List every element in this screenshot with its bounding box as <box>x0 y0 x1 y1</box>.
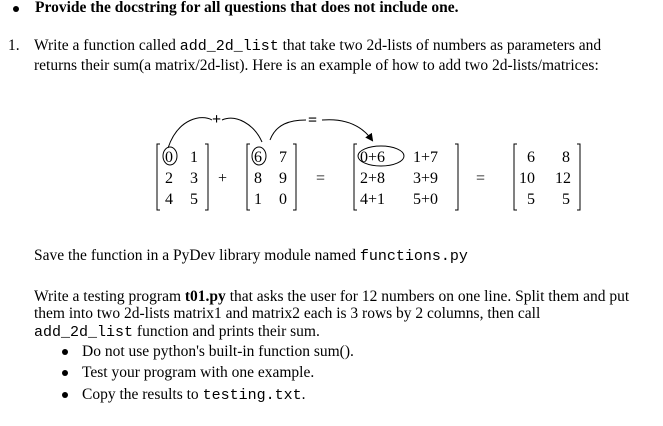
matrix-a-cell: 0 <box>165 149 173 166</box>
question-number: 1. <box>8 37 20 54</box>
test-program-filename: t01.py <box>184 288 226 305</box>
matrix-sum-cell: 4+1 <box>360 191 386 208</box>
matrix-a-cell: 5 <box>190 191 198 208</box>
plus-sign: + <box>218 170 228 187</box>
sub-bullet-text <box>82 385 305 406</box>
matrix-a-cell: 1 <box>190 149 198 166</box>
matrix-result-cell: 5 <box>562 191 570 208</box>
matrix-sum-cell: 0+6 <box>360 149 386 166</box>
equals-sign-1: = <box>316 170 326 187</box>
matrix-b-cell: 6 <box>254 149 262 166</box>
matrix-sum-cell: 5+0 <box>413 191 439 208</box>
header-bullet-dot <box>13 6 19 12</box>
equals-arc-right <box>322 120 372 140</box>
sub-bullet-dot <box>62 349 68 355</box>
testing-line-2: them into two 2d-lists matrix1 and matrix2 each is 3 rows by 2 columns, then call <box>34 305 541 322</box>
equals-sign-2: = <box>476 170 486 187</box>
matrix-result-cell: 6 <box>527 149 535 166</box>
testing-line-1-post: that asks the user for 12 numbers on one line. Split them and put <box>225 288 630 305</box>
matrix-sum-cell: 2+8 <box>360 170 386 187</box>
testing-line-3-post: function and prints their sum. <box>133 323 320 340</box>
sub-bullet-text: Do not use python's built-in function sum(). <box>82 343 354 360</box>
matrix-result-left-bracket <box>514 144 517 210</box>
save-instruction <box>34 246 468 267</box>
sub-bullet-dot <box>62 370 68 376</box>
matrix-result-cell: 10 <box>519 170 535 187</box>
matrix-b-left-bracket <box>247 144 250 210</box>
matrix-b-cell: 7 <box>279 149 287 166</box>
header-bullet-text: Provide the docstring for all questions that does not include one. <box>35 0 459 16</box>
matrix-b-cell: 9 <box>279 170 287 187</box>
function-name-code: add_2d_list <box>179 38 279 55</box>
matrix-result-cell: 12 <box>555 170 571 187</box>
matrix-b-cell: 1 <box>254 191 262 208</box>
matrix-a-right-bracket <box>205 144 208 210</box>
question-line-1-post: that take two 2d-lists of numbers as parameters and <box>278 37 602 54</box>
plus-arc <box>168 118 212 148</box>
matrix-sum-cell: 3+9 <box>413 170 439 187</box>
plus-arc-right <box>222 118 262 142</box>
matrix-b-right-bracket <box>293 144 296 210</box>
results-filename-code: testing.txt <box>202 387 302 404</box>
save-instruction-pre: Save the function in a PyDev library module named <box>34 247 360 264</box>
testing-line-3 <box>34 322 320 343</box>
matrix-addition-figure <box>0 100 663 230</box>
matrix-result-right-bracket <box>577 144 580 210</box>
equals-arc-left <box>270 120 306 140</box>
question-line-1-pre: Write a function called <box>34 37 180 54</box>
matrix-a-cell: 4 <box>165 191 173 208</box>
function-name-code-2: add_2d_list <box>34 324 134 341</box>
matrix-a-cell: 3 <box>190 170 198 187</box>
matrix-sum-left-bracket <box>354 144 357 210</box>
matrix-result-cell: 5 <box>527 191 535 208</box>
testing-line-1-pre: Write a testing program <box>34 288 185 305</box>
matrix-result-cell: 8 <box>562 149 570 166</box>
matrix-a-cell: 2 <box>165 170 173 187</box>
sub-bullet-text: Test your program with one example. <box>82 364 315 381</box>
matrix-sum-cell: 1+7 <box>413 149 439 166</box>
question-line-1 <box>34 36 601 57</box>
matrix-b-cell: 0 <box>279 191 287 208</box>
matrix-a-left-bracket <box>157 144 160 210</box>
sub-bullet-post: . <box>301 386 306 403</box>
matrix-b-cell: 8 <box>254 170 262 187</box>
question-line-2: returns their sum(a matrix/2d-list). Here is an example of how to add two 2d-lists/matrices: <box>34 57 599 74</box>
module-filename-code: functions.py <box>359 248 468 265</box>
arc-equals-label: = <box>308 112 318 129</box>
arc-plus-label: + <box>212 111 222 128</box>
sub-bullet-dot <box>62 392 68 398</box>
matrix-sum-right-bracket <box>455 144 458 210</box>
sub-bullet-pre: Copy the results to <box>82 386 203 403</box>
